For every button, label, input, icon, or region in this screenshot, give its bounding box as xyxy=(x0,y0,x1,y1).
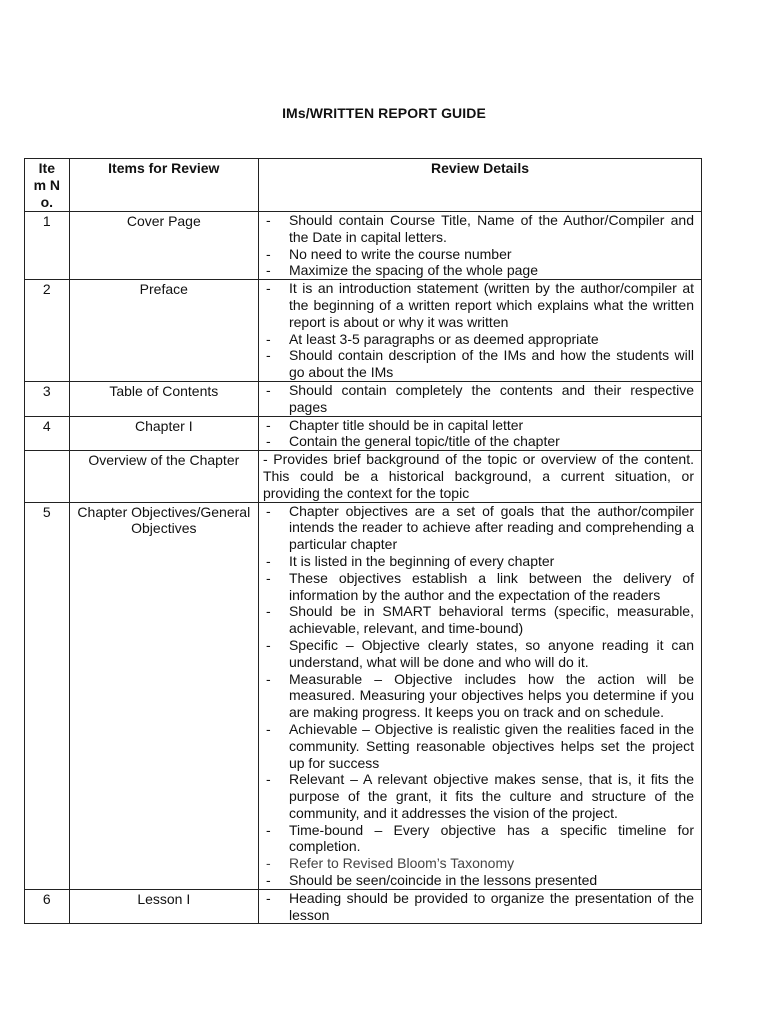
detail-item: - Refer to Revised Bloom’s Taxonomy xyxy=(289,855,694,872)
detail-item: - At least 3-5 paragraphs or as deemed appropriate xyxy=(289,331,694,348)
detail-item: - Should contain completely the contents and their respective pages xyxy=(289,382,694,416)
item-number: 2 xyxy=(25,280,70,382)
table-body xyxy=(25,212,702,924)
details-list xyxy=(259,212,701,279)
detail-item: - Specific – Objective clearly states, so anyone reading it can understand, what will be done and who will do it. xyxy=(289,637,694,671)
detail-item: - These objectives establish a link between the delivery of information by the author and the expectation of the readers xyxy=(289,570,694,604)
detail-item: - Achievable – Objective is realistic given the realities faced in the community. Setting reasonable objectives helps set the project up for success xyxy=(289,721,694,771)
review-details xyxy=(258,416,701,451)
detail-text: - Provides brief background of the topic or overview of the content. This could be a historical background, a current situation, or providing the context for the topic xyxy=(262,451,694,501)
detail-item: - It is an introduction statement (written by the author/compiler at the beginning of a written report which explains what the written report is about or why it was written xyxy=(289,280,694,330)
review-item: Lesson I xyxy=(69,889,258,924)
header-item-no: Ite m No. xyxy=(25,159,70,212)
review-item: Table of Contents xyxy=(69,381,258,416)
review-guide-table xyxy=(24,158,702,924)
detail-item: - No need to write the course number xyxy=(289,246,694,263)
review-details xyxy=(258,889,701,924)
detail-item: - It is listed in the beginning of every chapter xyxy=(289,553,694,570)
review-item: Preface xyxy=(69,280,258,382)
detail-item: - Measurable – Objective includes how the action will be measured. Measuring your objectives helps you determine if you are making progress. It keeps you on track and on schedule. xyxy=(289,671,694,721)
table-row xyxy=(25,280,702,382)
details-list xyxy=(259,280,701,381)
header-review-details: Review Details xyxy=(258,159,701,212)
detail-item: - Should contain Course Title, Name of the Author/Compiler and the Date in capital letters. xyxy=(289,212,694,246)
review-item: Overview of the Chapter xyxy=(69,451,258,502)
table-header-row xyxy=(25,159,702,212)
table-row xyxy=(25,416,702,451)
details-list xyxy=(259,382,701,416)
table-row xyxy=(25,451,702,502)
item-number: 4 xyxy=(25,416,70,451)
review-details xyxy=(258,502,701,889)
detail-item: - Relevant – A relevant objective makes sense, that is, it fits the purpose of the grant, it fits the culture and structure of the community, and it addresses the vision of the project. xyxy=(289,771,694,821)
detail-item: - Chapter objectives are a set of goals that the author/compiler intends the reader to achieve after reading and comprehending a particular chapter xyxy=(289,503,694,553)
detail-item: - Chapter title should be in capital letter xyxy=(289,417,694,434)
item-number: 1 xyxy=(25,212,70,280)
review-item: Chapter I xyxy=(69,416,258,451)
detail-item: - Contain the general topic/title of the chapter xyxy=(289,433,694,450)
detail-item: - Time-bound – Every objective has a specific timeline for completion. xyxy=(289,822,694,856)
item-number xyxy=(25,451,70,502)
detail-item: - Should be in SMART behavioral terms (specific, measurable, achievable, relevant, and time-bound) xyxy=(289,603,694,637)
detail-item: - Should be seen/coincide in the lessons presented xyxy=(289,872,694,889)
details-list xyxy=(259,890,701,924)
item-number: 6 xyxy=(25,889,70,924)
item-number: 3 xyxy=(25,381,70,416)
details-list xyxy=(259,417,701,451)
detail-item: - Maximize the spacing of the whole page xyxy=(289,262,694,279)
header-items-for-review: Items for Review xyxy=(69,159,258,212)
table-row xyxy=(25,381,702,416)
review-details xyxy=(258,451,701,502)
review-item: Cover Page xyxy=(69,212,258,280)
detail-item: - Heading should be provided to organize the presentation of the lesson xyxy=(289,890,694,924)
document-title: IMs/WRITTEN REPORT GUIDE xyxy=(282,105,486,121)
table-row xyxy=(25,502,702,889)
details-list xyxy=(259,503,701,889)
review-item: Chapter Objectives/General Objectives xyxy=(69,502,258,889)
review-details xyxy=(258,280,701,382)
item-number: 5 xyxy=(25,502,70,889)
detail-item: - Should contain description of the IMs and how the students will go about the IMs xyxy=(289,347,694,381)
review-details xyxy=(258,212,701,280)
review-details xyxy=(258,381,701,416)
table-row xyxy=(25,212,702,280)
table-row xyxy=(25,889,702,924)
